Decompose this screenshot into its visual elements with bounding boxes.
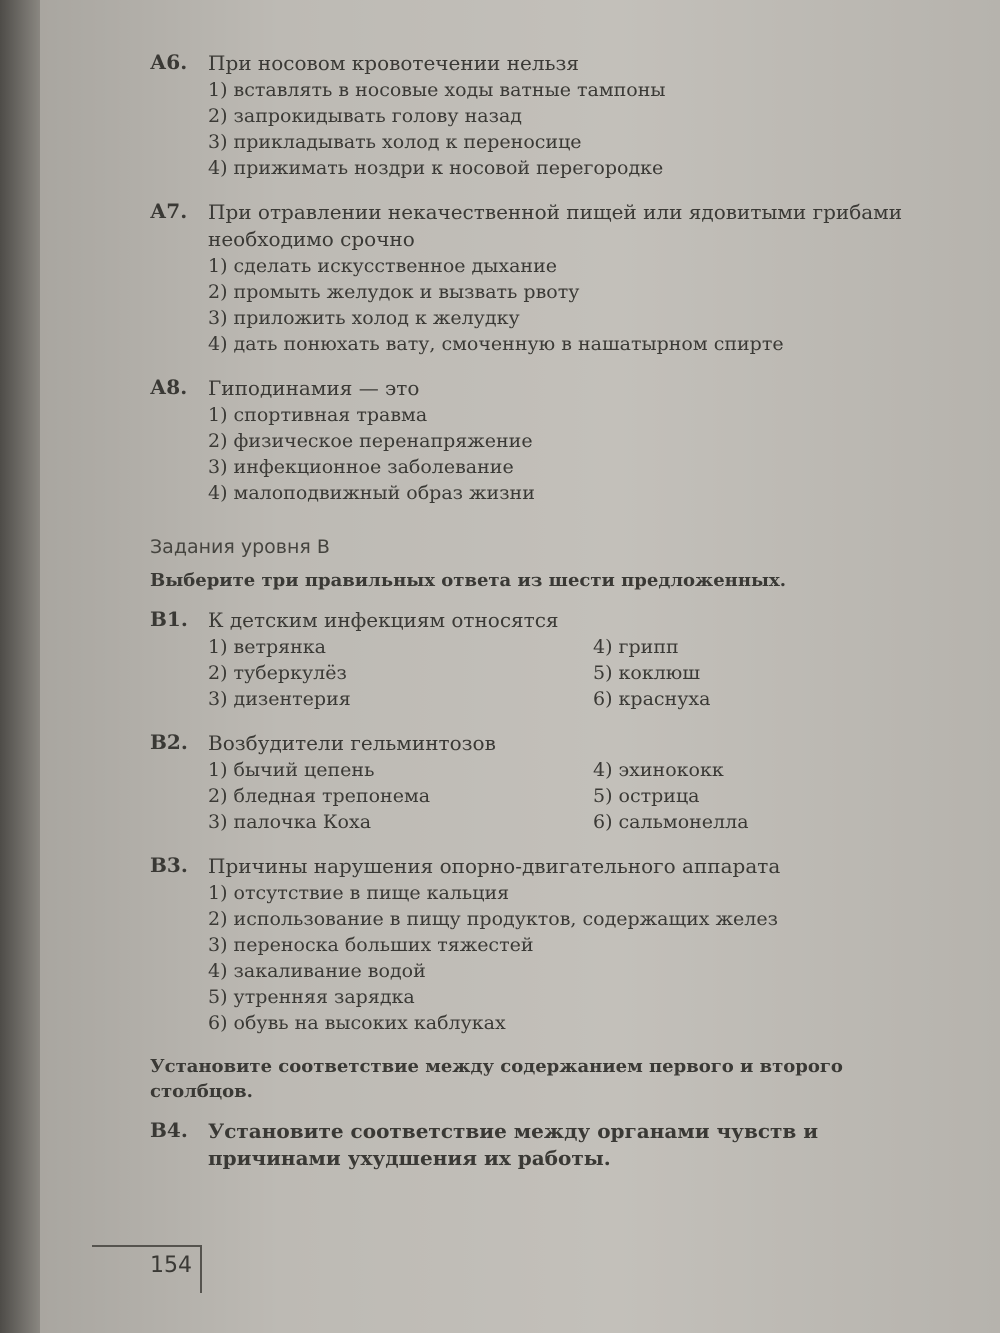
answer-option: 5) утренняя зарядка [208, 986, 415, 1008]
answer-option: 6) краснуха [593, 688, 711, 710]
answer-option: 3) приложить холод к желудку [208, 307, 520, 329]
question-text: При носовом кровотечении нельзя [208, 51, 579, 75]
question-b2 [150, 730, 950, 835]
question-text: Установите соответствие между органами чувств и причинами ухудшения их работы. [208, 1119, 819, 1170]
question-text: При отравлении некачественной пищей или ядовитыми грибами необходимо срочно [208, 200, 903, 251]
question-number: А7. [150, 199, 188, 223]
question-text: Гиподинамия — это [208, 376, 420, 400]
answer-option: 3) переноска больших тяжестей [208, 934, 534, 956]
answer-option: 1) отсутствие в пище кальция [208, 882, 510, 904]
answer-option: 4) дать понюхать вату, смоченную в нашатырном спирте [208, 333, 784, 355]
answer-option: 2) использование в пищу продуктов, содержащих желез [208, 908, 778, 930]
question-number: В2. [150, 730, 188, 754]
answer-option: 5) острица [593, 785, 700, 807]
question-b3 [150, 853, 950, 1036]
question-number: В1. [150, 607, 188, 631]
answer-option: 4) малоподвижный образ жизни [208, 482, 535, 504]
page-content [150, 50, 950, 1190]
answer-option: 3) прикладывать холод к переносице [208, 131, 582, 153]
question-a7 [150, 199, 950, 357]
answer-option: 2) промыть желудок и вызвать рвоту [208, 281, 580, 303]
question-text: Причины нарушения опорно-двигательного аппарата [208, 854, 781, 878]
question-text: К детским инфекциям относятся [208, 608, 559, 632]
answer-option: 4) закаливание водой [208, 960, 426, 982]
answer-option: 3) дизентерия [208, 688, 351, 710]
question-number: В3. [150, 853, 188, 877]
answer-option: 1) вставлять в носовые ходы ватные тампоны [208, 79, 666, 101]
answer-option: 4) эхинококк [593, 759, 724, 781]
answer-option: 1) ветрянка [208, 636, 327, 658]
question-number: В4. [150, 1118, 188, 1142]
question-number: А6. [150, 50, 188, 74]
question-text: Возбудители гельминтозов [208, 731, 496, 755]
answer-option: 6) сальмонелла [593, 811, 749, 833]
answer-option: 2) туберкулёз [208, 662, 347, 684]
answer-option: 2) физическое перенапряжение [208, 430, 533, 452]
question-number: А8. [150, 375, 188, 399]
section-instruction: Выберите три правильных ответа из шести предложенных. [150, 570, 787, 591]
section-title: Задания уровня В [150, 536, 330, 558]
answer-option: 4) грипп [593, 636, 679, 658]
answer-option: 1) спортивная травма [208, 404, 428, 426]
answer-option: 2) запрокидывать голову назад [208, 105, 522, 127]
book-gutter [0, 0, 40, 1333]
page-number: 154 [150, 1253, 192, 1278]
answer-option: 3) инфекционное заболевание [208, 456, 514, 478]
match-instruction: Установите соответствие между содержанием первого и второго столбцов. [150, 1056, 843, 1102]
question-a6 [150, 50, 950, 181]
question-b4 [150, 1118, 950, 1172]
answer-option: 5) коклюш [593, 662, 701, 684]
question-b1 [150, 607, 950, 712]
answer-option: 1) бычий цепень [208, 759, 375, 781]
question-a8 [150, 375, 950, 506]
answer-option: 3) палочка Коха [208, 811, 372, 833]
answer-option: 4) прижимать ноздри к носовой перегородке [208, 157, 664, 179]
answer-option: 2) бледная трепонема [208, 785, 431, 807]
answer-option: 6) обувь на высоких каблуках [208, 1012, 506, 1034]
answer-option: 1) сделать искусственное дыхание [208, 255, 557, 277]
